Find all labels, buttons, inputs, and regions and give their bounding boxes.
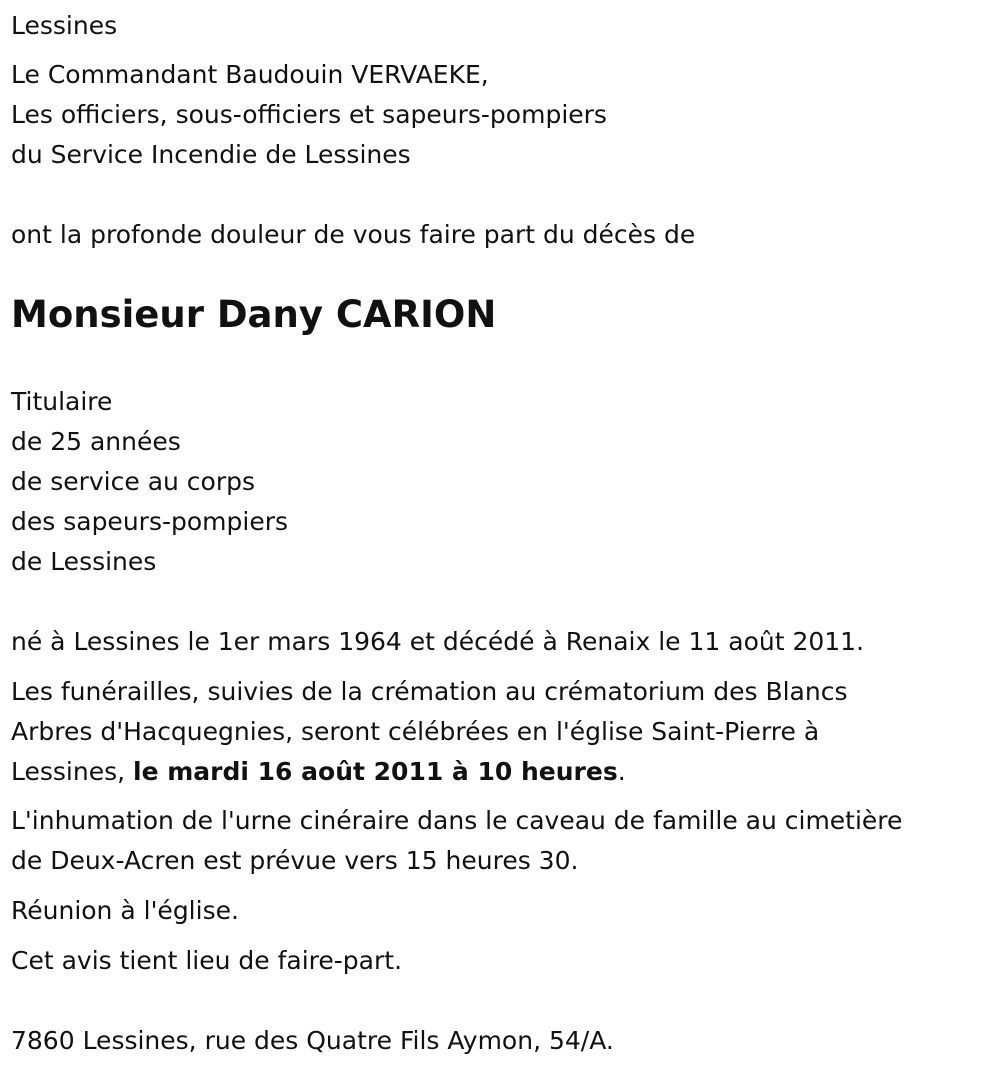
funeral-date-time: le mardi 16 août 2011 à 10 heures: [133, 757, 618, 786]
header-location: Lessines: [11, 11, 118, 40]
title-line: de service au corps: [11, 467, 256, 496]
funeral-suffix: .: [617, 757, 626, 786]
inhumation-paragraph: [11, 801, 902, 881]
announcer-line: du Service Incendie de Lessines: [11, 140, 411, 169]
title-line: de 25 années: [11, 427, 181, 456]
deceased-name: Monsieur Dany CARION: [11, 293, 497, 336]
announcer-line: Les officiers, sous-officiers et sapeurs-pompiers: [11, 100, 607, 129]
funeral-line: Les funérailles, suivies de la crémation au crématorium des Blancs: [11, 677, 848, 706]
notice-text: Cet avis tient lieu de faire-part.: [11, 946, 403, 975]
inhumation-line: de Deux-Acren est prévue vers 15 heures 30.: [11, 846, 579, 875]
birth-death-text: né à Lessines le 1er mars 1964 et décédé à Renaix le 11 août 2011.: [11, 627, 865, 656]
funeral-paragraph: [11, 672, 848, 792]
meeting-text: Réunion à l'église.: [11, 896, 239, 925]
inhumation-line: L'inhumation de l'urne cinéraire dans le caveau de famille au cimetière: [11, 806, 903, 835]
title-line: de Lessines: [11, 547, 157, 576]
title-line: des sapeurs-pompiers: [11, 507, 289, 536]
announcer-line: Le Commandant Baudouin VERVAEKE,: [11, 60, 489, 89]
funeral-line: [11, 752, 848, 792]
address-text: 7860 Lessines, rue des Quatre Fils Aymon, 54/A.: [11, 1026, 614, 1055]
intro-text: ont la profonde douleur de vous faire part du décès de: [11, 220, 696, 249]
funeral-line: Arbres d'Hacquegnies, seront célébrées en l'église Saint-Pierre à: [11, 717, 820, 746]
announcers-block: [11, 55, 607, 175]
funeral-prefix: Lessines,: [11, 757, 134, 786]
titles-block: [11, 382, 288, 582]
title-line: Titulaire: [11, 387, 113, 416]
